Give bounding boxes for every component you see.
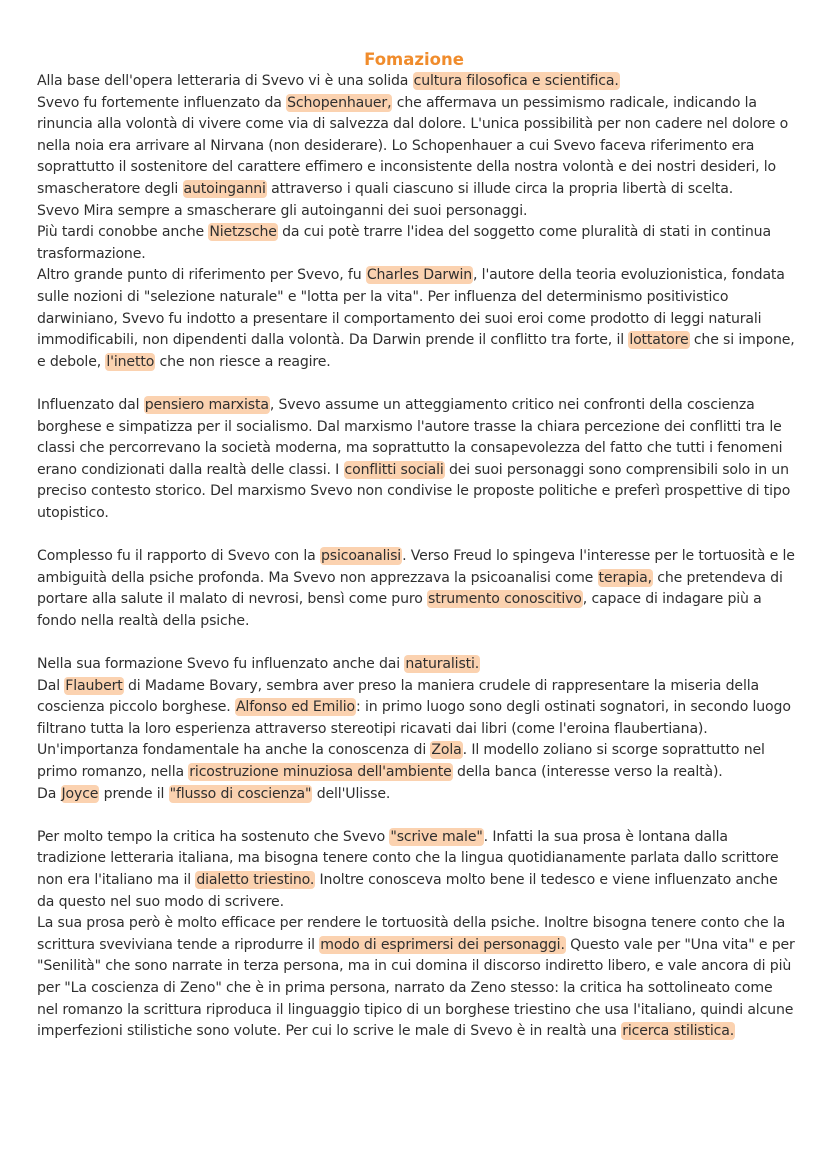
paragraph [37, 827, 797, 913]
text-run: di Madame Bovary, sembra aver preso la maniera crudele di rappresentare la miseria della coscienza piccolo borghese. [37, 677, 759, 716]
highlighted-term: naturalisti. [405, 656, 480, 673]
text-run: Altro grande punto di riferimento per Svevo, fu [37, 267, 366, 284]
text-run: della banca (interesse verso la realtà). [452, 764, 723, 780]
paragraph [37, 654, 797, 676]
text-run: da cui potè trarre l'idea del soggetto come pluralità di stati in continua trasformazione. [37, 224, 771, 262]
highlighted-term: l'inetto [106, 353, 155, 370]
highlighted-term: Schopenhauer, [287, 94, 392, 111]
paragraph [37, 201, 797, 223]
text-run: Un'importanza fondamentale ha anche la conoscenza di [37, 742, 431, 759]
highlighted-term: psicoanalisi [320, 548, 402, 565]
paragraph [37, 676, 797, 741]
highlighted-term: Joyce [61, 785, 99, 802]
text-run: Dal [37, 677, 65, 694]
text-run: . Infatti la sua prosa è lontana dalla tradizione letteraria italiana, ma bisogna tenere conto che la lingua quotidianamente parlata dallo scrittore non era l'italiano ma il [37, 828, 779, 888]
paragraph [37, 265, 797, 373]
text-run: che non riesce a reagire. [155, 353, 331, 370]
text-run: dell'Ulisse. [312, 785, 391, 802]
highlighted-term: Flaubert [65, 677, 123, 694]
highlighted-term: pensiero marxista [144, 396, 269, 413]
text-run: : in primo luogo sono degli ostinati sognatori, in secondo luogo filtrano tutta la loro esperienza attraverso stereotipi ricavati dai libri (come l'eroina flaubertiana). [37, 699, 791, 737]
paragraph [37, 222, 797, 265]
highlighted-term: terapia, [598, 569, 652, 586]
highlighted-term: cultura filosofica e scientifica. [413, 73, 619, 89]
paragraph [37, 395, 797, 525]
document-body [37, 71, 797, 1043]
text-run: che pretendeva di portare alla salute il malato di nevrosi, bensì come puro [37, 569, 783, 608]
text-run: Per molto tempo la critica ha sostenuto che Svevo [37, 828, 390, 845]
highlighted-term: "scrive male" [390, 828, 483, 845]
text-run: La sua prosa però è molto efficace per rendere le tortuosità della psiche. Inoltre bisogna tenere conto che la scrittura sveviviana tende a riprodurre il [37, 915, 786, 953]
text-run: Da [37, 785, 61, 802]
text-run: Svevo fu fortemente influenzato da [37, 94, 287, 111]
highlighted-term: ricerca stilistica. [622, 1023, 735, 1040]
highlighted-term: ricostruzione minuziosa dell'ambiente [189, 764, 452, 780]
paragraph [37, 93, 797, 201]
paragraph [37, 913, 797, 1043]
text-run: . Verso Freud lo spingeva l'interesse per le tortuosità e le ambiguità della psiche profonda. Ma Svevo non apprezzava la psicoanalisi come [37, 548, 795, 586]
text-run: , Svevo assume un atteggiamento critico nei confronti della coscienza borghese e simpatizza per il socialismo. Dal marxismo l'autore trasse la chiara percezione dei conflitti tra le classi che percorrevano la società moderna, ma soprattutto la consapevolezza del fatto che tutti i fenomeni erano condizionati dalla realtà delle classi. I [37, 396, 783, 478]
text-run: prende il [99, 785, 169, 802]
paragraph [37, 546, 797, 632]
highlighted-term: dialetto triestino. [196, 871, 315, 888]
text-run: Influenzato dal [37, 396, 144, 413]
text-run: . Il modello zoliano si scorge soprattutto nel primo romanzo, nella [37, 742, 765, 780]
paragraph [37, 784, 797, 806]
text-run: , capace di indagare più a fondo nella realtà della psiche. [37, 591, 762, 629]
highlighted-term: Nietzsche [209, 224, 277, 241]
page-title: Fomazione [364, 50, 464, 69]
text-run: che affermava un pessimismo radicale, indicando la rinuncia alla volontà di vivere come via di salvezza dal dolore. L'unica possibilità per non cadere nel dolore o nella noia era arrivare al Nirvana (non desiderare). Lo Schopenhauer a cui Svevo faceva riferimento era soprattutto il sostenitore del carattere effimero e inconsistente della nostra volontà e dei nostri desideri, lo smascheratore degli [37, 94, 789, 197]
text-run: che si impone, e debole, [37, 332, 795, 370]
paragraph [37, 740, 797, 783]
text-run: Questo vale per "Una vita" e per "Senilità" che sono narrate in terza persona, ma in cui domina il discorso indiretto libero, e vale ancora di più per "La coscienza di Zeno" che è in prima persona, narrato da Zeno stesso: la critica ha sottolineato come nel romanzo la scrittura riproduca il linguaggio tipico di un borghese triestino che usa l'italiano, quindi alcune imperfezioni stilistiche sono volute. Per cui lo scrive le male di Svevo è in realtà una [37, 936, 795, 1040]
text-run: Inoltre conosceva molto bene il tedesco e viene influenzato anche da questo nel suo modo di scrivere. [37, 871, 778, 910]
text-run: , l'autore della teoria evoluzionistica, fondata sulle nozioni di "selezione naturale" e "lotta per la vita". Per influenza del determinismo positivistico darwiniano, Svevo fu indotto a presentare il comportamento dei suoi eroi come prodotto di leggi naturali immodificabili, non dipendenti dalla volontà. Da Darwin prende il conflitto tra forte, il [37, 267, 785, 349]
text-run: attraverso i quali ciascuno si illude circa la propria libertà di scelta. [266, 180, 734, 197]
text-run: Svevo Mira sempre a smascherare gli autoinganni dei suoi personaggi. [37, 202, 528, 219]
highlighted-term: strumento conoscitivo [428, 591, 582, 608]
text-run: Più tardi conobbe anche [37, 224, 209, 241]
highlighted-term: "flusso di coscienza" [169, 785, 312, 802]
text-run: Alla base dell'opera letteraria di Svevo vi è una solida [37, 73, 413, 89]
highlighted-term: Charles Darwin [366, 267, 473, 284]
text-run: Complesso fu il rapporto di Svevo con la [37, 548, 320, 565]
text-run: dei suoi personaggi sono comprensibili solo in un preciso contesto storico. Del marxismo Svevo non condivise le proposte politiche e preferì prospettive di tipo utopistico. [37, 461, 791, 521]
highlighted-term: Zola [431, 742, 462, 759]
text-run: Nella sua formazione Svevo fu influenzato anche dai [37, 656, 405, 673]
highlighted-term: autoinganni [183, 180, 266, 197]
highlighted-term: modo di esprimersi dei personaggi. [320, 936, 565, 953]
highlighted-term: conflitti sociali [344, 461, 444, 478]
paragraph [37, 71, 797, 93]
highlighted-term: lottatore [629, 332, 689, 349]
highlighted-term: Alfonso ed Emilio [235, 699, 356, 716]
